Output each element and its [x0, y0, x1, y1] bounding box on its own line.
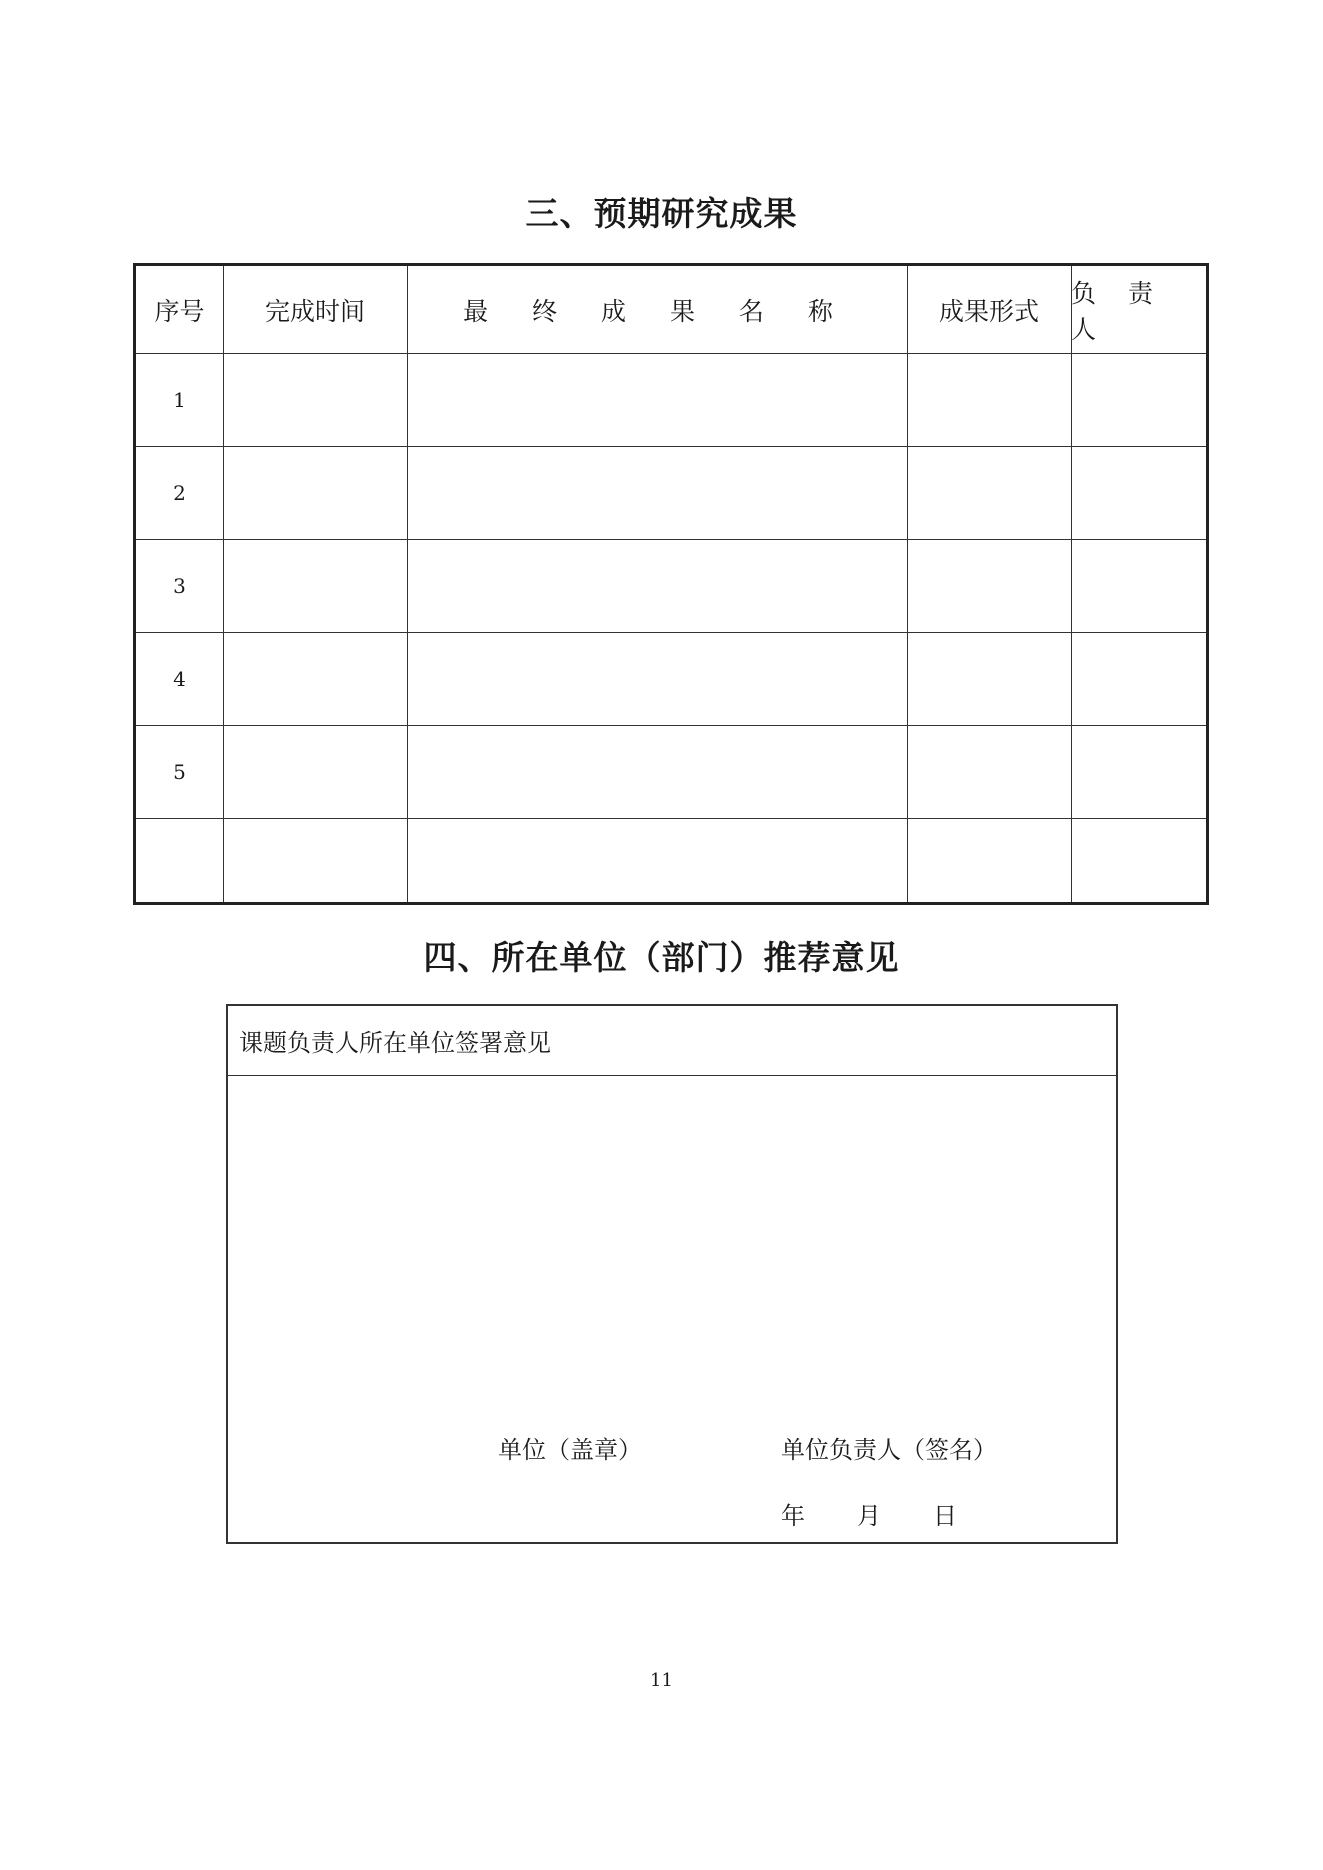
table-column-divider [1071, 266, 1072, 902]
unit-head-signature-label: 单位负责人（签名） [781, 1436, 997, 1464]
table-row-divider [136, 353, 1206, 354]
date-year-label: 年 [781, 1502, 805, 1530]
column-header-result-name: 最 终 成 果 名 称 [463, 296, 851, 326]
table-row-divider [136, 539, 1206, 540]
table-column-divider [907, 266, 908, 902]
table-row-index [136, 818, 223, 902]
column-header-person-in-charge: 负 责 人 [1071, 278, 1165, 344]
date-day-label: 日 [933, 1502, 957, 1530]
unit-recommendation-box [226, 1004, 1118, 1544]
table-row-index: 1 [173, 387, 186, 412]
unit-seal-label: 单位（盖章） [498, 1436, 642, 1464]
table-row-divider [136, 632, 1206, 633]
table-row-index: 5 [173, 759, 186, 784]
section-title-unit-recommendation: 四、所在单位（部门）推荐意见 [423, 938, 900, 977]
column-header-completion-time: 完成时间 [264, 296, 365, 326]
table-column-divider [223, 266, 224, 902]
section-title-expected-results: 三、预期研究成果 [525, 194, 798, 233]
table-row-divider [136, 818, 1206, 819]
page-number: 11 [650, 1670, 673, 1691]
table-row-divider [136, 725, 1206, 726]
table-row-index: 2 [173, 480, 186, 505]
table-row-index: 4 [173, 666, 186, 691]
expected-results-table [133, 263, 1209, 905]
column-header-index: 序号 [154, 296, 205, 326]
column-header-result-form: 成果形式 [938, 296, 1039, 326]
table-row-divider [136, 446, 1206, 447]
table-row-index: 3 [173, 573, 186, 598]
table-column-divider [407, 266, 408, 902]
recommendation-box-header: 课题负责人所在单位签署意见 [228, 1006, 1116, 1076]
date-month-label: 月 [857, 1502, 881, 1530]
